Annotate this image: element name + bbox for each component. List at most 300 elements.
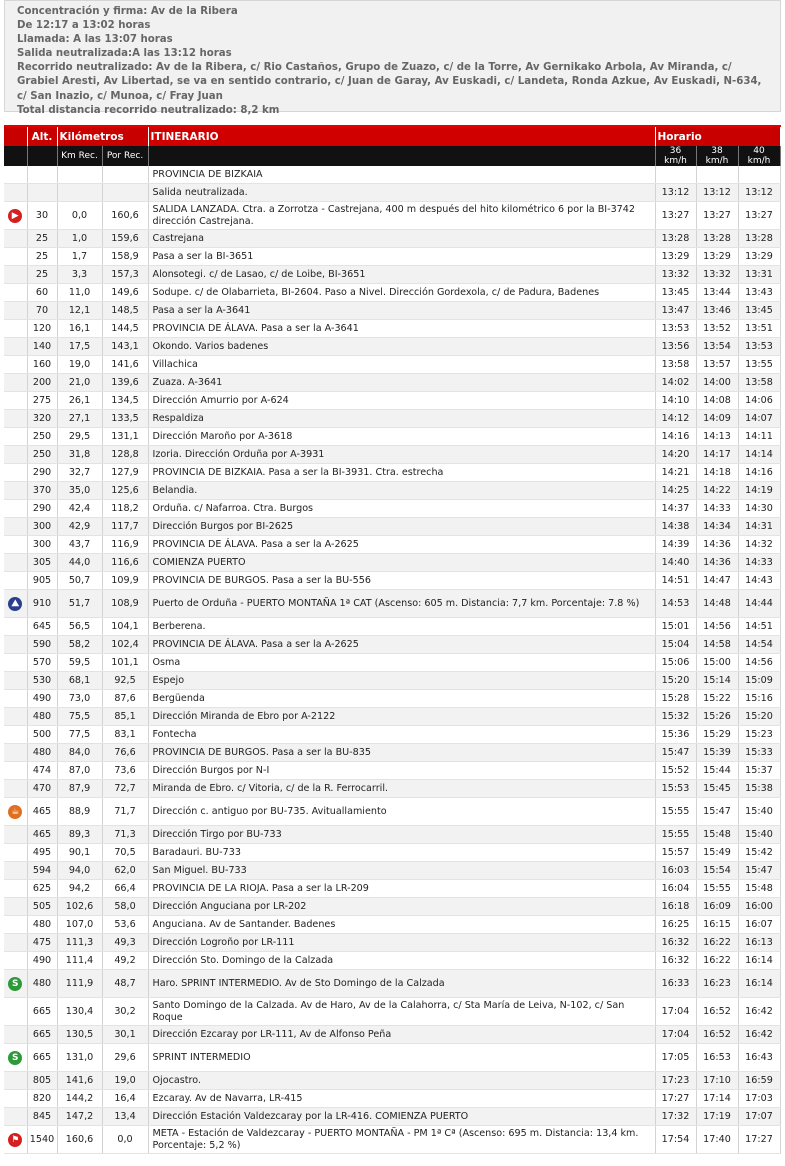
cell-time-36: 14:38 — [655, 518, 696, 536]
cell-time-36: 13:56 — [655, 338, 696, 356]
cell-itinerary: PROVINCIA DE ÁLAVA. Pasa a ser la A-2625 — [148, 536, 655, 554]
cell-time-38: 14:47 — [696, 572, 738, 590]
cell-altitude: 490 — [27, 952, 57, 970]
cell-time-40: 15:47 — [738, 862, 780, 880]
cell-time-38: 15:47 — [696, 798, 738, 826]
cell-itinerary: Dirección Miranda de Ebro por A-2122 — [148, 708, 655, 726]
cell-time-38 — [696, 166, 738, 184]
row-icon-cell — [4, 554, 27, 572]
cell-km-rec: 31,8 — [57, 446, 102, 464]
header-km: Kilómetros — [57, 126, 148, 146]
cell-altitude: 665 — [27, 1026, 57, 1044]
cell-time-36: 15:20 — [655, 672, 696, 690]
row-icon-cell — [4, 998, 27, 1026]
cell-itinerary: Santo Domingo de la Calzada. Av de Haro, Av de la Calahorra, c/ Sta María de Leiva, N-102, c/ San Roque — [148, 998, 655, 1026]
table-row — [4, 410, 780, 428]
cell-time-40: 15:48 — [738, 880, 780, 898]
cell-time-40: 16:43 — [738, 1044, 780, 1072]
row-icon-cell — [4, 1126, 27, 1154]
row-icon-cell — [4, 862, 27, 880]
cell-itinerary: Belandia. — [148, 482, 655, 500]
table-row — [4, 320, 780, 338]
cell-itinerary: Fontecha — [148, 726, 655, 744]
cell-km-rec: 144,2 — [57, 1090, 102, 1108]
cell-time-36: 15:01 — [655, 618, 696, 636]
cell-km-rec: 35,0 — [57, 482, 102, 500]
row-icon-cell — [4, 410, 27, 428]
cell-itinerary: Izoria. Dirección Orduña por A-3931 — [148, 446, 655, 464]
cell-time-40: 15:20 — [738, 708, 780, 726]
cell-km-remaining: 159,6 — [102, 230, 148, 248]
cell-time-36: 13:28 — [655, 230, 696, 248]
cell-km-rec: 111,3 — [57, 934, 102, 952]
cell-time-38: 16:52 — [696, 998, 738, 1026]
table-row — [4, 482, 780, 500]
cell-time-36: 16:32 — [655, 934, 696, 952]
subheader-itinerary — [148, 146, 655, 166]
cell-km-remaining: 101,1 — [102, 654, 148, 672]
cell-itinerary: Okondo. Varios badenes — [148, 338, 655, 356]
cell-time-36: 17:54 — [655, 1126, 696, 1154]
row-icon-cell — [4, 428, 27, 446]
table-subheader-row — [4, 146, 780, 166]
cell-km-remaining: 141,6 — [102, 356, 148, 374]
cell-time-38: 14:48 — [696, 590, 738, 618]
cell-time-40: 14:51 — [738, 618, 780, 636]
cell-time-38: 17:40 — [696, 1126, 738, 1154]
table-row — [4, 464, 780, 482]
cell-km-rec: 16,1 — [57, 320, 102, 338]
header-horario: Horario — [655, 126, 780, 146]
table-row — [4, 536, 780, 554]
row-icon-cell — [4, 590, 27, 618]
cell-altitude: 160 — [27, 356, 57, 374]
cell-itinerary: SALIDA LANZADA. Ctra. a Zorrotza - Castrejana, 400 m después del hito kilométrico 6 por la BI-3742 dirección Castrejana. — [148, 202, 655, 230]
start-icon: ▶ — [8, 209, 22, 223]
cell-time-38: 15:55 — [696, 880, 738, 898]
cell-time-38: 17:19 — [696, 1108, 738, 1126]
cell-altitude: 570 — [27, 654, 57, 672]
cell-time-36: 14:16 — [655, 428, 696, 446]
cell-altitude — [27, 184, 57, 202]
cell-altitude: 480 — [27, 970, 57, 998]
row-icon-cell — [4, 1026, 27, 1044]
cell-time-38: 13:46 — [696, 302, 738, 320]
cell-km-rec: 84,0 — [57, 744, 102, 762]
cell-time-38: 16:15 — [696, 916, 738, 934]
subheader-36kmh: 36 km/h — [655, 146, 696, 166]
cell-time-36: 15:55 — [655, 798, 696, 826]
cell-altitude: 370 — [27, 482, 57, 500]
cell-time-38: 13:52 — [696, 320, 738, 338]
cell-altitude: 30 — [27, 202, 57, 230]
row-icon-cell — [4, 572, 27, 590]
table-row — [4, 356, 780, 374]
table-row — [4, 672, 780, 690]
cell-time-36: 17:05 — [655, 1044, 696, 1072]
cell-time-38: 15:22 — [696, 690, 738, 708]
cell-km-rec: 102,6 — [57, 898, 102, 916]
cell-km-rec: 75,5 — [57, 708, 102, 726]
cell-time-38: 16:53 — [696, 1044, 738, 1072]
cell-time-40: 16:42 — [738, 998, 780, 1026]
cell-time-38: 13:12 — [696, 184, 738, 202]
cell-itinerary: Respaldiza — [148, 410, 655, 428]
cell-km-remaining: 157,3 — [102, 266, 148, 284]
cell-itinerary: PROVINCIA DE BURGOS. Pasa a ser la BU-556 — [148, 572, 655, 590]
cell-time-40: 14:11 — [738, 428, 780, 446]
row-icon-cell — [4, 780, 27, 798]
cell-altitude: 250 — [27, 446, 57, 464]
cell-km-remaining: 73,6 — [102, 762, 148, 780]
cell-km-rec: 26,1 — [57, 392, 102, 410]
cell-time-40: 14:33 — [738, 554, 780, 572]
cell-time-40: 14:19 — [738, 482, 780, 500]
cell-time-38: 14:58 — [696, 636, 738, 654]
cell-km-rec: 51,7 — [57, 590, 102, 618]
cell-km-remaining: 30,2 — [102, 998, 148, 1026]
cell-km-rec: 130,5 — [57, 1026, 102, 1044]
table-row — [4, 1108, 780, 1126]
cell-km-rec: 131,0 — [57, 1044, 102, 1072]
cell-itinerary: Dirección Anguciana por LR-202 — [148, 898, 655, 916]
cell-km-rec — [57, 166, 102, 184]
table-row — [4, 798, 780, 826]
cell-altitude: 275 — [27, 392, 57, 410]
cell-time-40: 15:38 — [738, 780, 780, 798]
cell-time-38: 15:14 — [696, 672, 738, 690]
cell-itinerary: Dirección Maroño por A-3618 — [148, 428, 655, 446]
cell-km-rec: 42,4 — [57, 500, 102, 518]
cell-itinerary: PROVINCIA DE LA RIOJA. Pasa a ser la LR-209 — [148, 880, 655, 898]
cell-time-40: 13:43 — [738, 284, 780, 302]
subheader-alt — [27, 146, 57, 166]
cell-time-38: 16:23 — [696, 970, 738, 998]
cell-time-36: 16:18 — [655, 898, 696, 916]
table-row — [4, 826, 780, 844]
cell-itinerary: Puerto de Orduña - PUERTO MONTAÑA 1ª CAT (Ascenso: 605 m. Distancia: 7,7 km. Porcentaje: 7.8 %) — [148, 590, 655, 618]
cell-itinerary: Dirección c. antiguo por BU-735. Avituallamiento — [148, 798, 655, 826]
cell-km-rec: 27,1 — [57, 410, 102, 428]
cell-itinerary: Salida neutralizada. — [148, 184, 655, 202]
cell-altitude: 530 — [27, 672, 57, 690]
cell-time-38: 14:00 — [696, 374, 738, 392]
cell-itinerary: Sodupe. c/ de Olabarrieta, BI-2604. Paso a Nivel. Dirección Gordexola, c/ de Padura, Badenes — [148, 284, 655, 302]
cell-time-40: 14:07 — [738, 410, 780, 428]
subheader-icon-col — [4, 146, 27, 166]
cell-time-36: 17:04 — [655, 998, 696, 1026]
cell-km-remaining: 116,6 — [102, 554, 148, 572]
table-row — [4, 230, 780, 248]
cell-km-rec: 56,5 — [57, 618, 102, 636]
cell-altitude: 120 — [27, 320, 57, 338]
cell-time-38: 14:08 — [696, 392, 738, 410]
info-line-neutral-start: Salida neutralizada:A las 13:12 horas — [17, 48, 232, 60]
cell-altitude: 474 — [27, 762, 57, 780]
cell-altitude: 300 — [27, 536, 57, 554]
cell-time-40: 13:51 — [738, 320, 780, 338]
cell-time-36: 16:03 — [655, 862, 696, 880]
table-row — [4, 690, 780, 708]
cell-altitude: 475 — [27, 934, 57, 952]
cell-time-36: 14:37 — [655, 500, 696, 518]
cell-km-remaining: 76,6 — [102, 744, 148, 762]
cell-itinerary: PROVINCIA DE ÁLAVA. Pasa a ser la A-2625 — [148, 636, 655, 654]
cell-km-remaining: 160,6 — [102, 202, 148, 230]
cell-km-remaining: 13,4 — [102, 1108, 148, 1126]
cell-time-40: 17:03 — [738, 1090, 780, 1108]
cell-time-36: 15:47 — [655, 744, 696, 762]
row-icon-cell — [4, 500, 27, 518]
cell-time-40: 17:07 — [738, 1108, 780, 1126]
header-alt: Alt. — [27, 126, 57, 146]
table-row — [4, 166, 780, 184]
cell-time-36: 13:12 — [655, 184, 696, 202]
cell-time-36: 13:27 — [655, 202, 696, 230]
cell-time-38: 15:29 — [696, 726, 738, 744]
itinerary-table — [4, 125, 781, 1154]
row-icon-cell — [4, 744, 27, 762]
cell-time-38: 15:48 — [696, 826, 738, 844]
cell-km-remaining: 133,5 — [102, 410, 148, 428]
cell-km-remaining: 53,6 — [102, 916, 148, 934]
cell-km-remaining: 149,6 — [102, 284, 148, 302]
cell-km-remaining: 118,2 — [102, 500, 148, 518]
row-icon-cell — [4, 284, 27, 302]
cell-itinerary: Dirección Sto. Domingo de la Calzada — [148, 952, 655, 970]
cell-itinerary: Villachica — [148, 356, 655, 374]
cell-time-40: 15:40 — [738, 826, 780, 844]
cell-time-36: 15:36 — [655, 726, 696, 744]
cell-itinerary: Pasa a ser la BI-3651 — [148, 248, 655, 266]
cell-time-38: 14:18 — [696, 464, 738, 482]
row-icon-cell — [4, 708, 27, 726]
cell-km-rec: 11,0 — [57, 284, 102, 302]
row-icon-cell — [4, 618, 27, 636]
row-icon-cell — [4, 482, 27, 500]
cell-km-rec: 111,4 — [57, 952, 102, 970]
cell-km-rec: 42,9 — [57, 518, 102, 536]
cell-altitude: 300 — [27, 518, 57, 536]
row-icon-cell — [4, 798, 27, 826]
table-row — [4, 998, 780, 1026]
cell-time-40: 15:37 — [738, 762, 780, 780]
info-line-schedule: De 12:17 a 13:02 horas — [17, 20, 151, 32]
cell-altitude: 465 — [27, 826, 57, 844]
row-icon-cell — [4, 970, 27, 998]
cell-km-remaining: 71,7 — [102, 798, 148, 826]
cell-time-36: 15:06 — [655, 654, 696, 672]
cell-km-remaining: 49,2 — [102, 952, 148, 970]
table-row — [4, 708, 780, 726]
cell-time-40: 15:33 — [738, 744, 780, 762]
cell-time-36: 14:12 — [655, 410, 696, 428]
cell-time-38: 16:22 — [696, 952, 738, 970]
cell-km-remaining: 49,3 — [102, 934, 148, 952]
sprint-icon: S — [8, 977, 22, 991]
row-icon-cell — [4, 248, 27, 266]
cell-time-40: 15:09 — [738, 672, 780, 690]
cell-km-remaining: 116,9 — [102, 536, 148, 554]
table-row — [4, 844, 780, 862]
row-icon-cell — [4, 464, 27, 482]
cell-km-rec: 94,0 — [57, 862, 102, 880]
cell-km-remaining: 19,0 — [102, 1072, 148, 1090]
cell-time-38: 13:32 — [696, 266, 738, 284]
cell-km-rec: 43,7 — [57, 536, 102, 554]
cell-km-remaining: 104,1 — [102, 618, 148, 636]
cell-time-36: 15:53 — [655, 780, 696, 798]
cell-time-38: 17:10 — [696, 1072, 738, 1090]
table-row — [4, 898, 780, 916]
cell-time-36: 15:52 — [655, 762, 696, 780]
cell-time-36: 13:53 — [655, 320, 696, 338]
cell-altitude: 505 — [27, 898, 57, 916]
table-row — [4, 934, 780, 952]
cell-time-38: 14:22 — [696, 482, 738, 500]
table-row — [4, 374, 780, 392]
cell-time-40: 14:16 — [738, 464, 780, 482]
cell-time-40: 14:56 — [738, 654, 780, 672]
row-icon-cell — [4, 1090, 27, 1108]
cell-km-remaining: 148,5 — [102, 302, 148, 320]
cell-time-40: 14:30 — [738, 500, 780, 518]
cell-time-38: 13:44 — [696, 284, 738, 302]
cell-altitude: 845 — [27, 1108, 57, 1126]
table-row — [4, 862, 780, 880]
table-row — [4, 284, 780, 302]
cell-km-rec: 160,6 — [57, 1126, 102, 1154]
row-icon-cell — [4, 672, 27, 690]
cell-altitude: 820 — [27, 1090, 57, 1108]
cell-km-remaining: 131,1 — [102, 428, 148, 446]
cell-itinerary: Ezcaray. Av de Navarra, LR-415 — [148, 1090, 655, 1108]
table-header-row — [4, 126, 780, 146]
row-icon-cell — [4, 356, 27, 374]
cell-altitude: 70 — [27, 302, 57, 320]
cell-itinerary: Berberena. — [148, 618, 655, 636]
cell-time-40: 14:32 — [738, 536, 780, 554]
cell-itinerary: Espejo — [148, 672, 655, 690]
cell-time-40: 16:07 — [738, 916, 780, 934]
cell-time-40: 13:31 — [738, 266, 780, 284]
sprint-icon: S — [8, 1051, 22, 1065]
info-line-neutral-route: Recorrido neutralizado: Av de la Ribera, c/ Rio Castaños, Grupo de Zuazo, c/ de la Torre, Av Gernikako Arbola, Av Miranda, c/ Grabiel Aresti, Av Libertad, se va en sentido contrario, c/ Juan de Garay, Av Euskadi, c/ Landeta, Ronda Azkue, Av Euskadi, N-634, c/ San Inazio, c/ Munoa, c/ Fray Juan — [17, 62, 762, 102]
cell-km-remaining: 87,6 — [102, 690, 148, 708]
cell-time-36: 14:02 — [655, 374, 696, 392]
cell-km-rec: 3,3 — [57, 266, 102, 284]
cell-km-rec: 29,5 — [57, 428, 102, 446]
subheader-por-rec: Por Rec. — [102, 146, 148, 166]
cell-time-38: 14:09 — [696, 410, 738, 428]
table-row — [4, 184, 780, 202]
cell-altitude: 465 — [27, 798, 57, 826]
row-icon-cell — [4, 230, 27, 248]
table-row — [4, 1044, 780, 1072]
cell-km-remaining: 0,0 — [102, 1126, 148, 1154]
cell-time-38: 13:57 — [696, 356, 738, 374]
cell-altitude: 250 — [27, 428, 57, 446]
row-icon-cell — [4, 952, 27, 970]
row-icon-cell — [4, 374, 27, 392]
cell-time-38: 13:27 — [696, 202, 738, 230]
row-icon-cell — [4, 844, 27, 862]
table-row — [4, 554, 780, 572]
row-icon-cell — [4, 826, 27, 844]
cell-time-38: 14:33 — [696, 500, 738, 518]
row-icon-cell — [4, 518, 27, 536]
cell-time-38: 15:54 — [696, 862, 738, 880]
cell-time-40: 16:00 — [738, 898, 780, 916]
cell-time-36 — [655, 166, 696, 184]
cell-km-remaining: 58,0 — [102, 898, 148, 916]
cell-time-40: 13:28 — [738, 230, 780, 248]
cell-itinerary: PROVINCIA DE BURGOS. Pasa a ser la BU-835 — [148, 744, 655, 762]
row-icon-cell — [4, 302, 27, 320]
cell-time-40: 16:14 — [738, 970, 780, 998]
cell-km-rec: 107,0 — [57, 916, 102, 934]
cell-itinerary: Ojocastro. — [148, 1072, 655, 1090]
table-row — [4, 1026, 780, 1044]
cell-km-rec: 130,4 — [57, 998, 102, 1026]
cell-time-36: 17:23 — [655, 1072, 696, 1090]
cell-time-40: 14:31 — [738, 518, 780, 536]
cell-km-remaining: 16,4 — [102, 1090, 148, 1108]
row-icon-cell — [4, 690, 27, 708]
cell-time-36: 14:39 — [655, 536, 696, 554]
header-icon-col — [4, 126, 27, 146]
cell-time-40: 17:27 — [738, 1126, 780, 1154]
cell-time-36: 16:25 — [655, 916, 696, 934]
cell-itinerary: Bergüenda — [148, 690, 655, 708]
cell-time-36: 13:29 — [655, 248, 696, 266]
cell-itinerary: META - Estación de Valdezcaray - PUERTO MONTAÑA - PM 1ª Cª (Ascenso: 695 m. Distancia: 13,4 km. Porcentaje: 5,2 %) — [148, 1126, 655, 1154]
cell-itinerary: Dirección Burgos por BI-2625 — [148, 518, 655, 536]
table-row — [4, 654, 780, 672]
cell-time-36: 15:55 — [655, 826, 696, 844]
row-icon-cell — [4, 446, 27, 464]
cell-altitude: 320 — [27, 410, 57, 428]
table-row — [4, 500, 780, 518]
cell-time-38: 13:28 — [696, 230, 738, 248]
cell-time-36: 14:21 — [655, 464, 696, 482]
cell-km-remaining: 72,7 — [102, 780, 148, 798]
cell-itinerary: Orduña. c/ Nafarroa. Ctra. Burgos — [148, 500, 655, 518]
cell-km-remaining: 125,6 — [102, 482, 148, 500]
table-row — [4, 248, 780, 266]
row-icon-cell — [4, 184, 27, 202]
cell-km-remaining: 144,5 — [102, 320, 148, 338]
cell-km-remaining: 139,6 — [102, 374, 148, 392]
row-icon-cell — [4, 934, 27, 952]
cell-time-36: 16:32 — [655, 952, 696, 970]
table-row — [4, 202, 780, 230]
row-icon-cell — [4, 636, 27, 654]
cell-altitude: 140 — [27, 338, 57, 356]
table-row — [4, 618, 780, 636]
table-row — [4, 744, 780, 762]
cell-time-36: 15:57 — [655, 844, 696, 862]
cell-time-36: 15:28 — [655, 690, 696, 708]
row-icon-cell — [4, 654, 27, 672]
cell-itinerary: Miranda de Ebro. c/ Vitoria, c/ de la R. Ferrocarril. — [148, 780, 655, 798]
cell-time-40: 16:13 — [738, 934, 780, 952]
cell-itinerary: PROVINCIA DE BIZKAIA — [148, 166, 655, 184]
mountain-icon: ⛰ — [8, 597, 22, 611]
cell-km-rec: 94,2 — [57, 880, 102, 898]
table-row — [4, 726, 780, 744]
feed-zone-icon: ☕ — [8, 805, 22, 819]
